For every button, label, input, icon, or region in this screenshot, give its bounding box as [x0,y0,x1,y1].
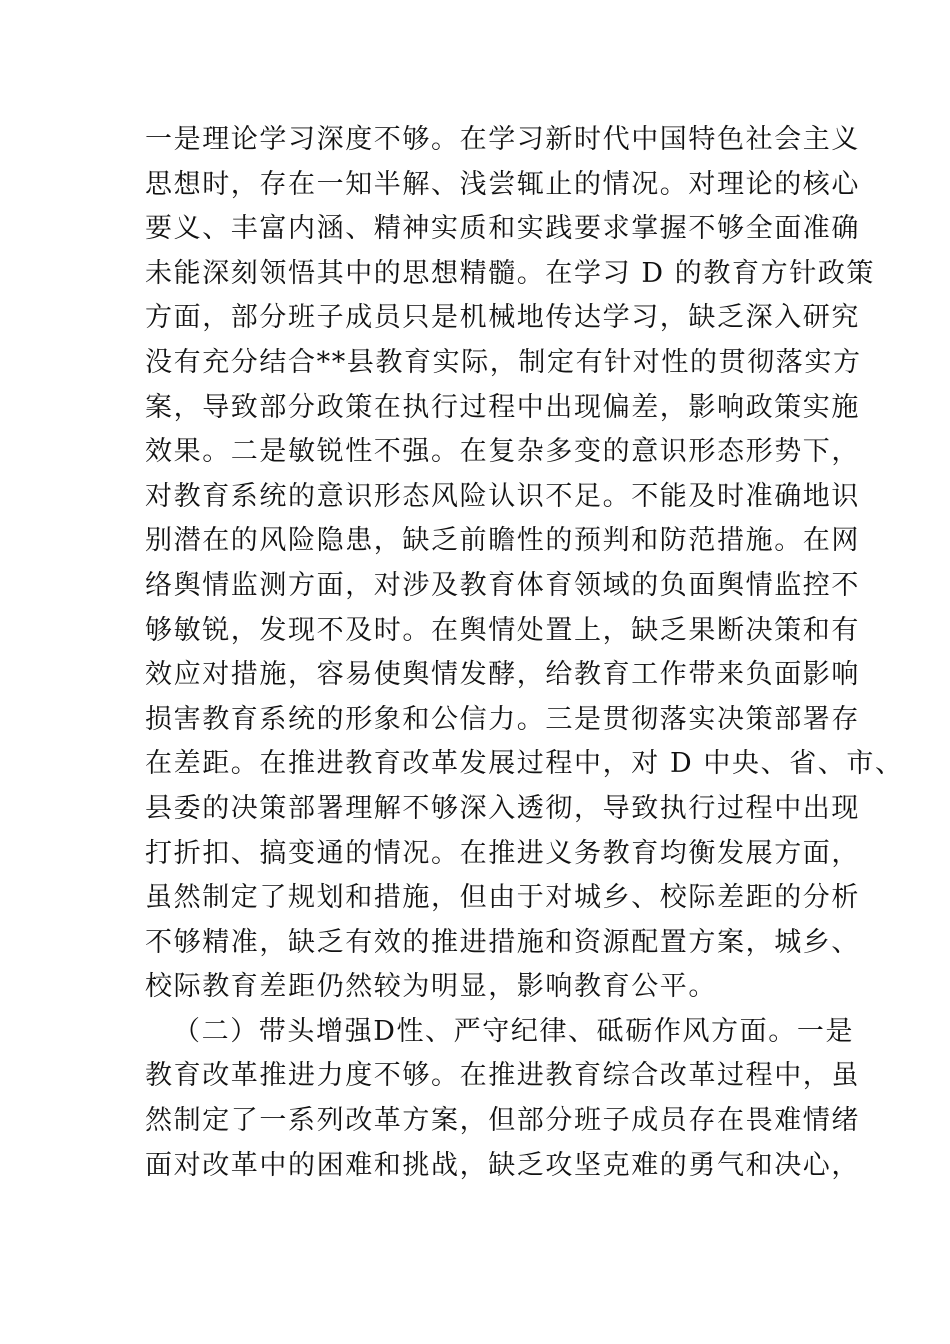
text-line: 损害教育系统的形象和公信力。三是贯彻落实决策部署存 [145,703,860,735]
text-line: 没有充分结合**县教育实际，制定有针对性的贯彻落实方 [145,346,862,378]
text-line: 思想时，存在一知半解、浅尝辄止的情况。对理论的核心 [145,168,860,200]
text-line: 案，导致部分政策在执行过程中出现偏差，影响政策实施 [145,391,860,423]
text-line: 够敏锐，发现不及时。在舆情处置上，缺乏果断决策和有 [145,614,860,646]
paragraph-1 [145,118,904,1010]
text-line: 络舆情监测方面，对涉及教育体育领域的负面舆情监控不 [145,569,860,601]
text-line: 在差距。在推进教育改革发展过程中，对 D 中央、省、市、 [145,748,904,780]
document-page [145,118,904,1188]
text-line: 教育改革推进力度不够。在推进教育综合改革过程中，虽 [145,1060,860,1092]
text-line: 别潜在的风险隐患，缺乏前瞻性的预判和防范措施。在网 [145,525,860,557]
text-line: 打折扣、搞变通的情况。在推进义务教育均衡发展方面， [145,837,860,869]
text-line: 面对改革中的困难和挑战，缺乏攻坚克难的勇气和决心， [145,1149,860,1181]
text-line: 方面，部分班子成员只是机械地传达学习，缺乏深入研究 [145,302,860,334]
paragraph-2 [145,1010,860,1188]
text-line: 县委的决策部署理解不够深入透彻，导致执行过程中出现 [145,792,860,824]
text-line: 虽然制定了规划和措施，但由于对城乡、校际差距的分析 [145,882,860,914]
text-line: 校际教育差距仍然较为明显，影响教育公平。 [145,971,717,1003]
text-line: 效果。二是敏锐性不强。在复杂多变的意识形态形势下， [145,436,860,468]
text-line: 未能深刻领悟其中的思想精髓。在学习 D 的教育方针政策 [145,257,876,289]
text-line: 要义、丰富内涵、精神实质和实践要求掌握不够全面准确 [145,213,860,245]
text-line: 对教育系统的意识形态风险认识不足。不能及时准确地识 [145,480,860,512]
text-line: 不够精准，缺乏有效的推进措施和资源配置方案，城乡、 [145,926,860,958]
text-line: 然制定了一系列改革方案，但部分班子成员存在畏难情绪 [145,1105,860,1137]
text-line: （二）带头增强D性、严守纪律、砥砺作风方面。一是 [173,1015,855,1047]
text-line: 效应对措施，容易使舆情发酵，给教育工作带来负面影响 [145,659,860,691]
text-line: 一是理论学习深度不够。在学习新时代中国特色社会主义 [145,124,860,155]
